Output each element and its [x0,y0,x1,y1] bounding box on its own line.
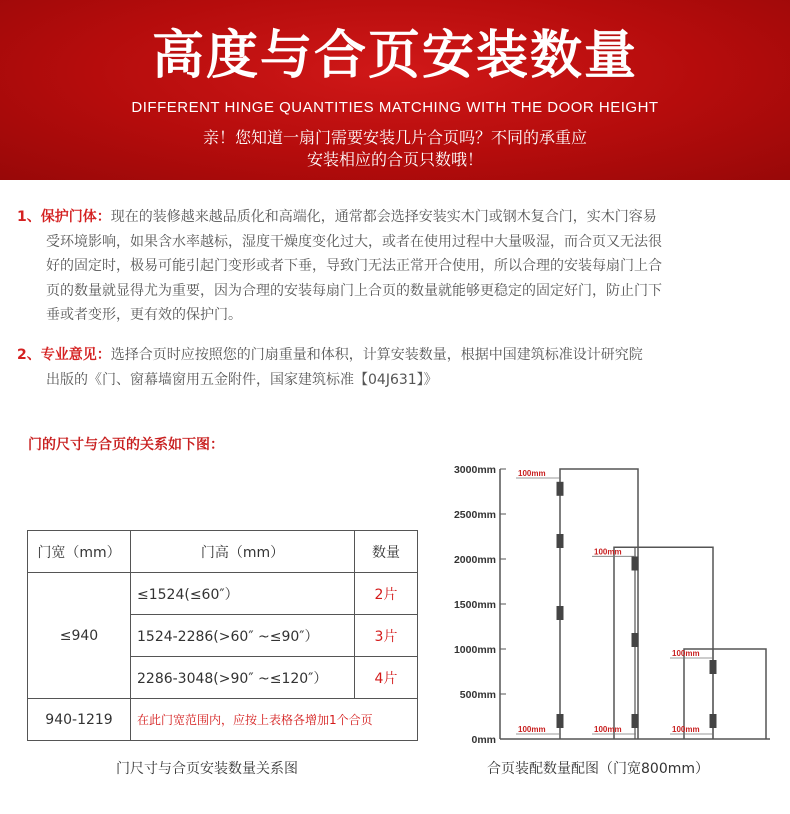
section-line: 出版的《门、窗幕墙窗用五金附件，国家建筑标准【04J631】》 [46,371,438,388]
hinge-mark [632,633,639,647]
section-line: 选择合页时应按照您的门扇重量和体积，计算安装数量，根据中国建筑标准设计研究院 [110,347,643,363]
hinge-mark [632,557,639,571]
table-cell-note: 在此门宽范围内，应按上表格各增加1个合页 [131,699,418,741]
hinge-mark [557,606,564,620]
hinge-mark [710,714,717,728]
y-tick-label: 500mm [459,689,496,701]
y-tick-label: 3000mm [453,464,496,476]
header-banner [0,0,790,180]
offset-label: 100mm [594,547,622,557]
hinge-mark [557,714,564,728]
offset-label: 100mm [672,649,700,658]
page-title: 高度与合页安装数量 [151,26,638,86]
section-professional-advice [17,343,767,392]
section-lead: 1、保护门体： [17,209,111,225]
table-cell-width: 940-1219 [28,699,131,741]
intro-text [0,127,790,171]
hinge-mark [557,534,564,548]
table-caption: 门尺寸与合页安装数量关系图 [116,761,298,777]
table-cell-height: 2286-3048(>90″ ~≤120″） [131,657,355,699]
offset-label: 100mm [594,725,622,734]
table-cell-qty: 2片 [355,573,418,615]
section-line: 受环境影响，如果含水率越标，湿度干燥度变化过大，或者在使用过程中大量吸湿，而合页又无法很 [46,233,662,250]
y-tick-label: 2000mm [453,554,496,566]
offset-label: 100mm [672,725,700,734]
hinge-quantity-table [27,530,418,741]
offset-label: 100mm [518,725,546,734]
section-line: 垂或者变形，更有效的保护门。 [46,307,242,323]
table-cell-qty: 3片 [355,615,418,657]
table-header-row [28,531,418,573]
page-subtitle: DIFFERENT HINGE QUANTITIES MATCHING WITH THE DOOR HEIGHT [131,99,659,116]
intro-line: 亲！您知道一扇门需要安装几片合页吗？不同的承重应 [202,128,587,147]
intro-line: 安装相应的合页只数哦！ [306,150,483,169]
table-cell-height: 1524-2286(>60″ ~≤90″） [131,615,355,657]
table-cell-qty: 4片 [355,657,418,699]
section-line: 页的数量就显得尤为重要，因为合理的安装每扇门上合页的数量就能够更稳定的固定好门，防止门下 [46,282,662,299]
table-row [28,699,418,741]
hinge-diagram [430,455,775,750]
table-cell-height: ≤1524(≤60″） [131,573,355,615]
hinge-mark [632,714,639,728]
table-header-cell: 数量 [355,531,418,573]
y-tick-label: 0mm [471,734,496,746]
offset-label: 100mm [518,469,546,478]
hinge-mark [710,660,717,674]
table-row [28,573,418,615]
y-tick-label: 1000mm [453,644,496,656]
section-line: 现在的装修越来越品质化和高端化，通常都会选择安装实木门或钢木复合门，实木门容易 [110,209,657,225]
section-lead: 2、专业意见： [17,347,111,363]
hinge-mark [557,482,564,496]
section-protect-door [17,205,767,328]
y-tick-label: 1500mm [453,599,496,611]
y-tick-label: 2500mm [453,509,496,521]
table-cell-width: ≤940 [28,573,131,699]
door-outline [614,547,713,739]
diagram-caption: 合页装配数量配图（门宽800mm） [487,761,709,777]
door-outline [560,469,638,739]
relation-heading: 门的尺寸与合页的关系如下图： [28,437,224,453]
table-header-cell: 门宽（mm） [28,531,131,573]
table-header-cell: 门高（mm） [131,531,355,573]
section-line: 好的固定时，极易可能引起门变形或者下垂，导致门无法正常开合使用，所以合理的安装每扇门上合 [46,258,662,274]
